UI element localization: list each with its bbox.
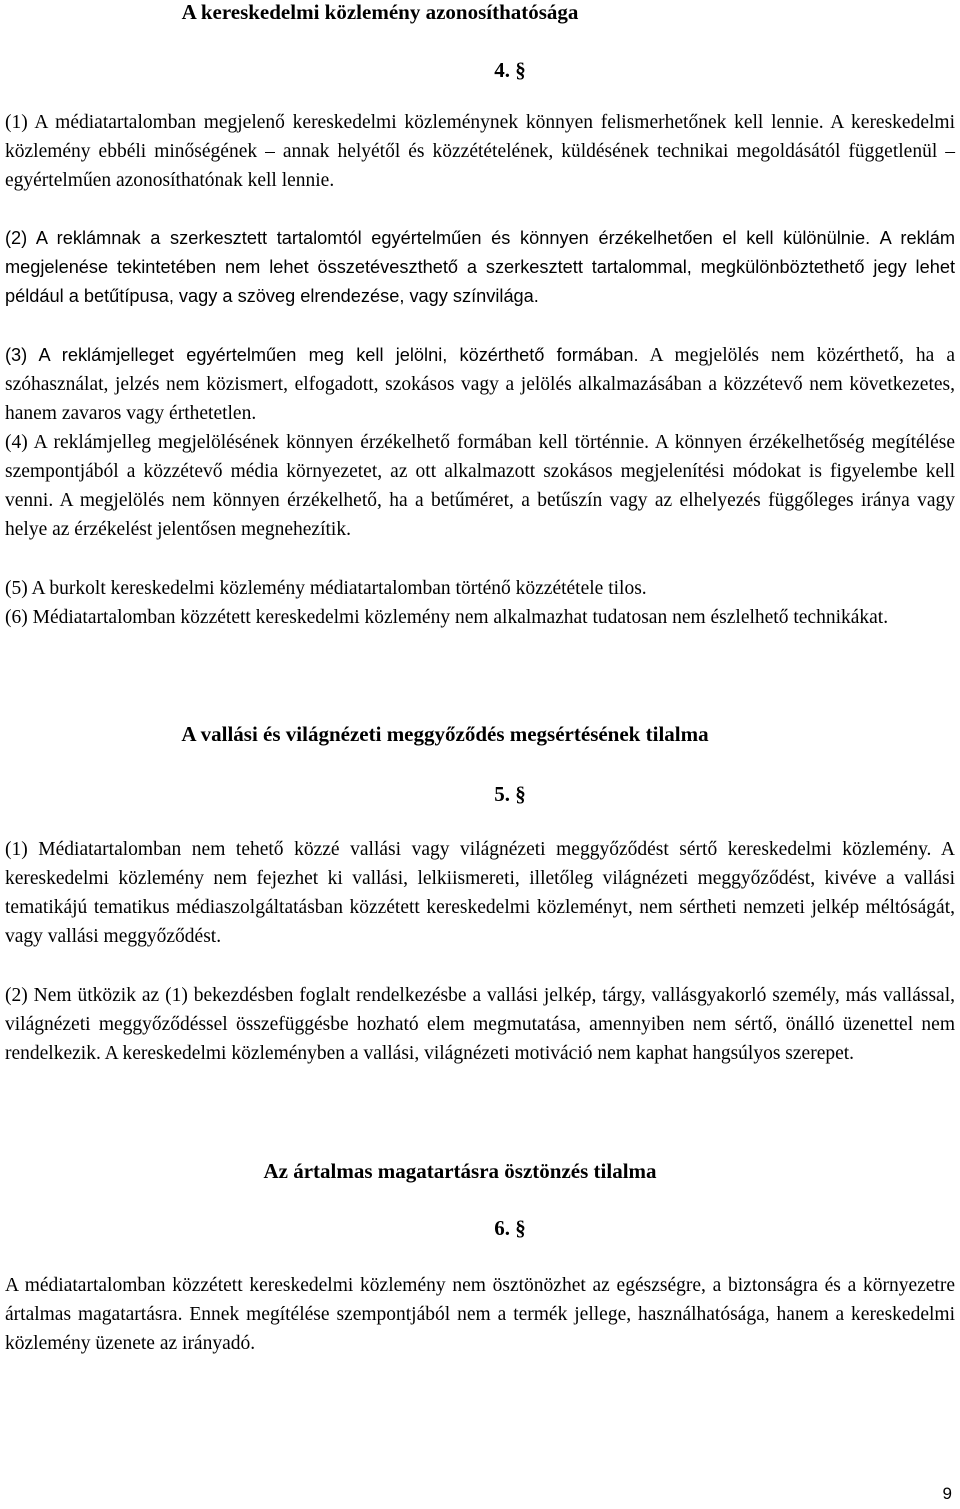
section-4-paragraph-3	[5, 341, 955, 428]
section-6-paragraph-1: A médiatartalomban közzétett kereskedelmi közlemény nem ösztönözhet az egészségre, a biztonságra és a környezetre ártalmas magatartásra. Ennek megítélése szempontjából nem a termék jellege, használhatósága, hanem a kereskedelmi közlemény üzenete az irányadó.	[5, 1275, 955, 1354]
section-4-paragraph-1: (1) A médiatartalomban megjelenő kereskedelmi közleménynek könnyen felismerhetőnek kell lennie. A kereskedelmi közlemény ebbéli minőségének – annak helyétől és közzétételének, küldésének technikai megoldásától függetlenül – egyértelműen azonosíthatónak kell lennie.	[5, 112, 955, 191]
section-4-paragraph-2-sans: (2) A reklámnak a szerkesztett tartalomtól egyértelműen és könnyen érzékelhetően el kell különülnie.	[5, 228, 871, 248]
section-4-paragraph-3-sans: (3) A reklámjelleget egyértelműen meg kell jelölni, közérthető formában.	[5, 345, 639, 365]
section-4-title: A kereskedelmi közlemény azonosíthatósága	[181, 0, 579, 24]
section-6-number: 6. §	[494, 1216, 526, 1240]
section-4-paragraph-4: (4) A reklámjelleg megjelölésének könnyen érzékelhető formában kell történnie. A könnyen érzékelhetőség megítélése szempontjából a közzétevő média környezetet, az ott alkalmazott szokásos megjelenítési módokat is figyelembe kell venni. A megjelölés nem könnyen érzékelhető, ha a betűméret, a betűszín vagy az elhelyezés függőleges iránya vagy helye az érzékelést jelentősen megnehezítik.	[5, 432, 955, 540]
page-number: 9	[942, 1484, 952, 1503]
section-4-paragraph-2	[5, 224, 955, 311]
section-6-title: Az ártalmas magatartásra ösztönzés tilalma	[263, 1159, 657, 1183]
section-4-paragraph-6: (6) Médiatartalomban közzétett kereskedelmi közlemény nem alkalmazhat tudatosan nem észlelhető technikákat.	[5, 607, 889, 628]
section-5-number: 5. §	[494, 782, 526, 806]
section-5-title: A vallási és világnézeti meggyőződés megsértésének tilalma	[181, 722, 709, 746]
section-5-paragraph-2: (2) Nem ütközik az (1) bekezdésben foglalt rendelkezésbe a vallási jelkép, tárgy, vallásgyakorló személy, más vallással, világnézeti meggyőződéssel összefüggésbe hozható elem megmutatása, amennyiben nem sértő, önálló üzenettel nem rendelkezik. A kereskedelmi közleményben a vallási, világnézeti motiváció nem kaphat hangsúlyos szerepet.	[5, 985, 955, 1064]
section-4-paragraph-2-cont: A reklám megjelenése tekintetében nem lehet összetéveszthető a szerkesztett tartalommal, megkülönböztethető jegy lehet például a betűtípusa, vagy a szöveg elrendezése, vagy színvilága.	[5, 228, 955, 306]
section-4-number: 4. §	[494, 58, 526, 82]
section-4-paragraph-5: (5) A burkolt kereskedelmi közlemény médiatartalomban történő közzététele tilos.	[5, 578, 647, 599]
section-5-paragraph-1: (1) Médiatartalomban nem tehető közzé vallási vagy világnézeti meggyőződést sértő kereskedelmi közlemény. A kereskedelmi közlemény nem fejezhet ki vallási, lelkiismereti, illetőleg világnézeti meggyőződést, kivéve a vallási tematikájú tematikus médiaszolgáltatásban közzétett kereskedelmi közleményt, nem sértheti nemzeti jelkép méltóságát, vagy vallási meggyőződést.	[5, 839, 955, 947]
section-4-paragraph-3-cont: A megjelölés nem közérthető, ha a szóhasználat, jelzés nem közismert, elfogadott, szokásos vagy a jelölés alkalmazásában a közzétevő nem következetes, hanem zavaros vagy érthetetlen.	[5, 345, 955, 424]
